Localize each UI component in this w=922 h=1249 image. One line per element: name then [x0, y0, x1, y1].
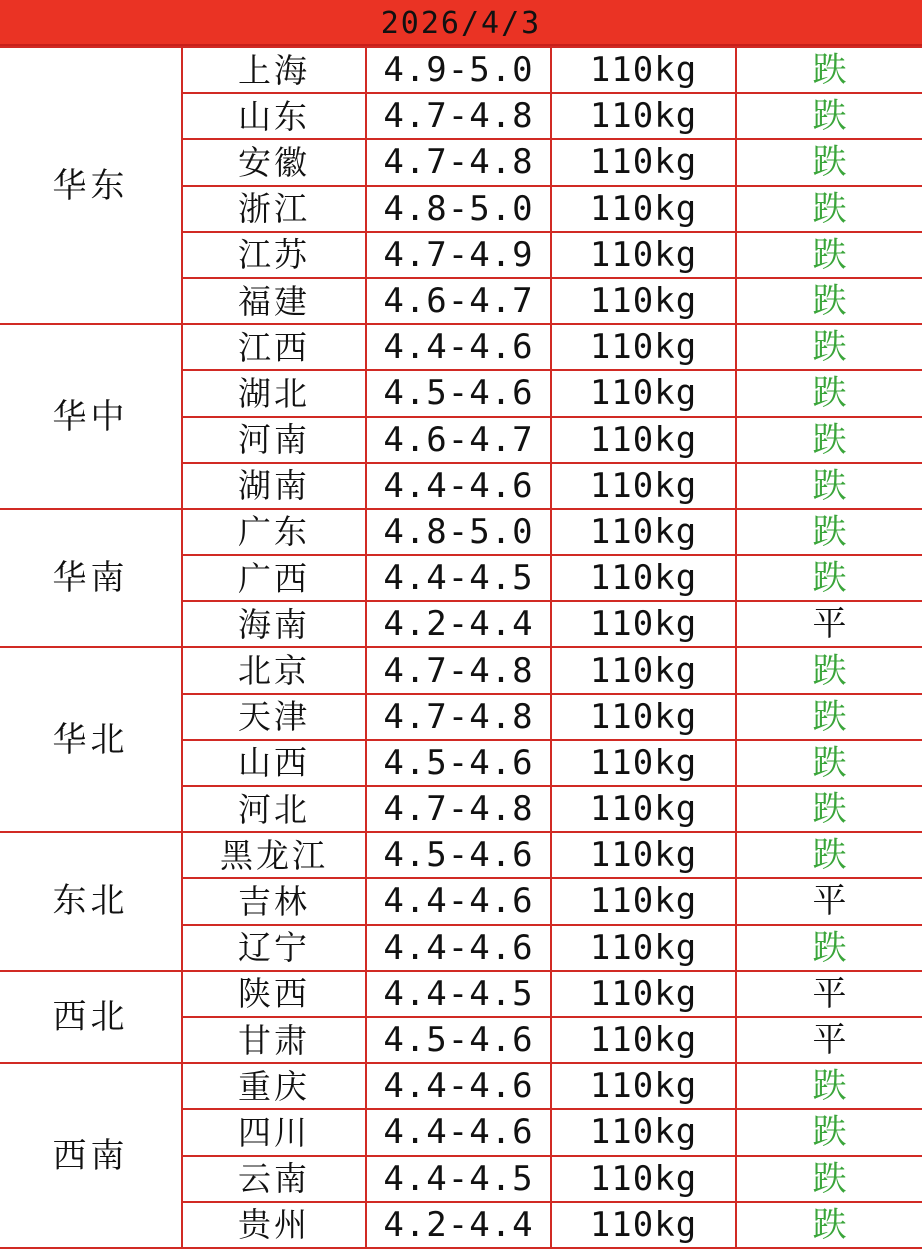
price-cell: 4.4-4.6	[366, 1109, 551, 1155]
price-cell: 4.2-4.4	[366, 1202, 551, 1248]
price-cell: 4.5-4.6	[366, 370, 551, 416]
province-cell: 贵州	[182, 1202, 366, 1248]
weight-cell: 110kg	[551, 93, 736, 139]
trend-cell: 跌	[736, 647, 922, 693]
province-cell: 江西	[182, 324, 366, 370]
trend-cell: 跌	[736, 555, 922, 601]
province-cell: 湖北	[182, 370, 366, 416]
date-header	[0, 0, 922, 46]
trend-cell: 平	[736, 1017, 922, 1063]
price-cell: 4.7-4.8	[366, 786, 551, 832]
province-cell: 黑龙江	[182, 832, 366, 878]
weight-cell: 110kg	[551, 832, 736, 878]
price-cell: 4.7-4.8	[366, 93, 551, 139]
weight-cell: 110kg	[551, 971, 736, 1017]
price-cell: 4.4-4.5	[366, 971, 551, 1017]
province-cell: 福建	[182, 278, 366, 324]
trend-cell: 跌	[736, 463, 922, 509]
province-cell: 山东	[182, 93, 366, 139]
trend-cell: 平	[736, 601, 922, 647]
weight-cell: 110kg	[551, 1156, 736, 1202]
trend-cell: 跌	[736, 786, 922, 832]
trend-cell: 平	[736, 971, 922, 1017]
trend-cell: 跌	[736, 1063, 922, 1109]
weight-cell: 110kg	[551, 509, 736, 555]
price-cell: 4.7-4.8	[366, 694, 551, 740]
province-cell: 广东	[182, 509, 366, 555]
price-cell: 4.4-4.6	[366, 925, 551, 971]
table-row	[0, 1063, 922, 1109]
table-row	[0, 971, 922, 1017]
trend-cell: 跌	[736, 694, 922, 740]
price-cell: 4.4-4.5	[366, 555, 551, 601]
province-cell: 河北	[182, 786, 366, 832]
price-cell: 4.5-4.6	[366, 832, 551, 878]
region-cell: 西北	[0, 971, 182, 1063]
weight-cell: 110kg	[551, 694, 736, 740]
trend-cell: 跌	[736, 740, 922, 786]
region-cell: 华南	[0, 509, 182, 648]
weight-cell: 110kg	[551, 463, 736, 509]
trend-cell: 跌	[736, 1202, 922, 1248]
trend-cell: 跌	[736, 832, 922, 878]
province-cell: 广西	[182, 555, 366, 601]
weight-cell: 110kg	[551, 740, 736, 786]
region-cell: 西南	[0, 1063, 182, 1248]
table-row	[0, 647, 922, 693]
trend-cell: 平	[736, 878, 922, 924]
trend-cell: 跌	[736, 139, 922, 185]
trend-cell: 跌	[736, 509, 922, 555]
province-cell: 吉林	[182, 878, 366, 924]
weight-cell: 110kg	[551, 1202, 736, 1248]
table-row	[0, 832, 922, 878]
weight-cell: 110kg	[551, 1017, 736, 1063]
table-row	[0, 47, 922, 93]
table-row	[0, 509, 922, 555]
header-date: 2026/4/3	[380, 5, 542, 41]
weight-cell: 110kg	[551, 878, 736, 924]
weight-cell: 110kg	[551, 139, 736, 185]
province-cell: 四川	[182, 1109, 366, 1155]
trend-cell: 跌	[736, 370, 922, 416]
price-cell: 4.6-4.7	[366, 417, 551, 463]
price-cell: 4.4-4.6	[366, 324, 551, 370]
price-cell: 4.5-4.6	[366, 740, 551, 786]
weight-cell: 110kg	[551, 601, 736, 647]
trend-cell: 跌	[736, 417, 922, 463]
weight-cell: 110kg	[551, 186, 736, 232]
weight-cell: 110kg	[551, 370, 736, 416]
price-cell: 4.4-4.6	[366, 878, 551, 924]
trend-cell: 跌	[736, 278, 922, 324]
trend-cell: 跌	[736, 186, 922, 232]
price-cell: 4.8-5.0	[366, 509, 551, 555]
province-cell: 陕西	[182, 971, 366, 1017]
weight-cell: 110kg	[551, 232, 736, 278]
region-cell: 华中	[0, 324, 182, 509]
province-cell: 湖南	[182, 463, 366, 509]
province-cell: 浙江	[182, 186, 366, 232]
price-cell: 4.4-4.5	[366, 1156, 551, 1202]
province-cell: 辽宁	[182, 925, 366, 971]
weight-cell: 110kg	[551, 1063, 736, 1109]
price-cell: 4.8-5.0	[366, 186, 551, 232]
table-row	[0, 324, 922, 370]
hog-price-table	[0, 46, 922, 1249]
trend-cell: 跌	[736, 232, 922, 278]
trend-cell: 跌	[736, 47, 922, 93]
weight-cell: 110kg	[551, 786, 736, 832]
province-cell: 北京	[182, 647, 366, 693]
price-cell: 4.4-4.6	[366, 1063, 551, 1109]
price-cell: 4.6-4.7	[366, 278, 551, 324]
weight-cell: 110kg	[551, 278, 736, 324]
trend-cell: 跌	[736, 925, 922, 971]
weight-cell: 110kg	[551, 555, 736, 601]
province-cell: 重庆	[182, 1063, 366, 1109]
price-cell: 4.4-4.6	[366, 463, 551, 509]
weight-cell: 110kg	[551, 417, 736, 463]
province-cell: 海南	[182, 601, 366, 647]
region-cell: 华北	[0, 647, 182, 832]
province-cell: 天津	[182, 694, 366, 740]
province-cell: 上海	[182, 47, 366, 93]
region-cell: 华东	[0, 47, 182, 324]
weight-cell: 110kg	[551, 324, 736, 370]
price-cell: 4.7-4.8	[366, 139, 551, 185]
trend-cell: 跌	[736, 1156, 922, 1202]
weight-cell: 110kg	[551, 47, 736, 93]
province-cell: 河南	[182, 417, 366, 463]
province-cell: 山西	[182, 740, 366, 786]
trend-cell: 跌	[736, 1109, 922, 1155]
price-cell: 4.9-5.0	[366, 47, 551, 93]
price-cell: 4.5-4.6	[366, 1017, 551, 1063]
province-cell: 江苏	[182, 232, 366, 278]
price-cell: 4.7-4.8	[366, 647, 551, 693]
weight-cell: 110kg	[551, 925, 736, 971]
price-cell: 4.2-4.4	[366, 601, 551, 647]
province-cell: 云南	[182, 1156, 366, 1202]
province-cell: 安徽	[182, 139, 366, 185]
province-cell: 甘肃	[182, 1017, 366, 1063]
trend-cell: 跌	[736, 324, 922, 370]
trend-cell: 跌	[736, 93, 922, 139]
price-cell: 4.7-4.9	[366, 232, 551, 278]
region-cell: 东北	[0, 832, 182, 971]
weight-cell: 110kg	[551, 647, 736, 693]
table-body	[0, 47, 922, 1248]
weight-cell: 110kg	[551, 1109, 736, 1155]
